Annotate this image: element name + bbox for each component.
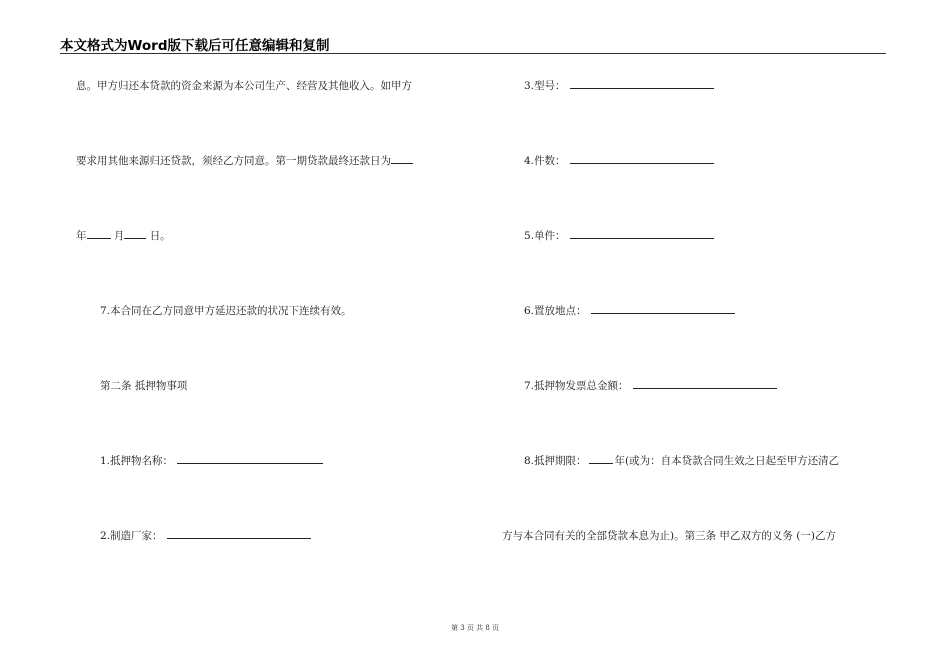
text: 方与本合同有关的全部贷款本息为止)。第三条 甲乙双方的义务 (一)乙方 [502, 530, 836, 542]
manufacturer-label: 2.制造厂家： [100, 530, 163, 542]
page-footer [0, 623, 950, 633]
location-blank [591, 304, 735, 314]
day-label: 日。 [149, 230, 171, 242]
text: 息。甲方归还本贷款的资金来源为本公司生产、经营及其他收入。如甲方 [76, 80, 412, 92]
model-label: 3.型号： [524, 80, 566, 92]
article-2-title [100, 379, 187, 393]
model-blank [570, 79, 714, 89]
document-header [60, 34, 886, 54]
location-label: 6.置放地点： [524, 305, 587, 317]
month-blank [124, 229, 146, 239]
left-para1-line1 [76, 79, 412, 93]
year-label: 年 [76, 230, 87, 242]
term-suffix: 年(或为：自本贷款合同生效之日起至甲方还清乙 [614, 455, 840, 467]
term-blank [589, 454, 613, 464]
clause-7 [100, 304, 352, 318]
text: 7.本合同在乙方同意甲方延迟还款的状况下连续有效。 [100, 305, 352, 317]
manufacturer-blank [167, 529, 311, 539]
unit-blank [570, 229, 714, 239]
header-title: 本文格式为Word版下载后可任意编辑和复制 [60, 38, 330, 54]
page-number: 第 3 页 共 8 页 [450, 624, 500, 632]
left-para1-line3 [76, 229, 171, 243]
collateral-name-blank [177, 454, 323, 464]
collateral-name-field [100, 454, 323, 468]
text: 第二条 抵押物事项 [100, 380, 188, 392]
text: 要求用其他来源归还贷款，须经乙方同意。第一期贷款最终还款日为 [76, 155, 391, 167]
model-field [524, 79, 714, 93]
invoice-total-label: 7.抵押物发票总金额： [524, 380, 629, 392]
term-label: 8.抵押期限： [524, 455, 587, 467]
repayment-date-blank [391, 154, 413, 164]
unit-label: 5.单件： [524, 230, 566, 242]
location-field [524, 304, 735, 318]
quantity-field [524, 154, 714, 168]
invoice-total-blank [633, 379, 777, 389]
year-blank [87, 229, 111, 239]
quantity-label: 4.件数： [524, 155, 566, 167]
collateral-name-label: 1.抵押物名称： [100, 455, 174, 467]
term-field [524, 454, 839, 468]
term-line-2 [502, 529, 836, 543]
manufacturer-field [100, 529, 311, 543]
unit-field [524, 229, 714, 243]
left-para1-line2 [76, 154, 413, 168]
quantity-blank [570, 154, 714, 164]
month-label: 月 [113, 230, 125, 242]
invoice-total-field [524, 379, 777, 393]
